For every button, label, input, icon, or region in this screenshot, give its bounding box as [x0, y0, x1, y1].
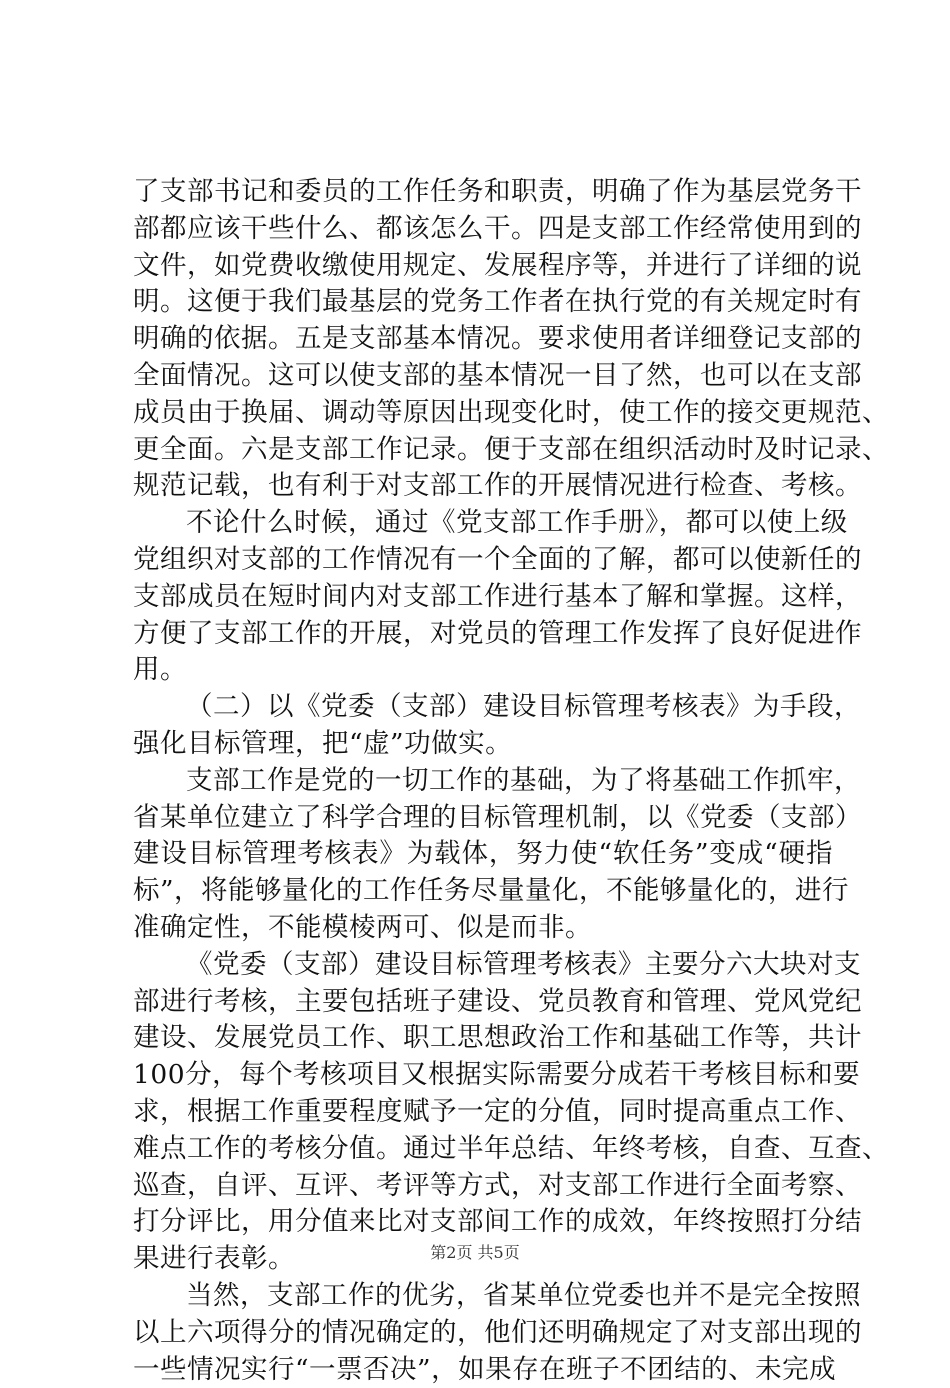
text-line: 当然，支部工作的优劣，省某单位党委也并不是完全按照: [133, 1278, 833, 1315]
text-line: 以上六项得分的情况确定的，他们还明确规定了对支部出现的: [133, 1315, 833, 1352]
text-line: 部进行考核，主要包括班子建设、党员教育和管理、党风党纪: [133, 984, 833, 1021]
text-line: 难点工作的考核分值。通过半年总结、年终考核，自查、互查、: [133, 1131, 833, 1168]
text-line: 《党委（支部）建设目标管理考核表》主要分六大块对支: [133, 947, 833, 984]
text-line: 方便了支部工作的开展，对党员的管理工作发挥了良好促进作: [133, 616, 833, 653]
text-line: 100分，每个考核项目又根据实际需要分成若干考核目标和要: [133, 1057, 833, 1094]
text-line: 标”，将能够量化的工作任务尽量量化，不能够量化的，进行: [133, 873, 833, 910]
text-line: 文件，如党费收缴使用规定、发展程序等，并进行了详细的说: [133, 248, 833, 285]
text-line: 准确定性，不能模棱两可、似是而非。: [133, 910, 833, 947]
text-line: 果进行表彰。: [133, 1241, 833, 1278]
text-line: 支部工作是党的一切工作的基础，为了将基础工作抓牢，: [133, 763, 833, 800]
text-line: 明确的依据。五是支部基本情况。要求使用者详细登记支部的: [133, 321, 833, 358]
text-line: 更全面。六是支部工作记录。便于支部在组织活动时及时记录、: [133, 432, 833, 469]
text-line: 用。: [133, 652, 833, 689]
text-line: 求，根据工作重要程度赋予一定的分值，同时提高重点工作、: [133, 1094, 833, 1131]
document-body: [133, 174, 833, 1388]
text-line: 成员由于换届、调动等原因出现变化时，使工作的接交更规范、: [133, 395, 833, 432]
text-line: 明。这便于我们最基层的党务工作者在执行党的有关规定时有: [133, 284, 833, 321]
text-line: 规范记载，也有利于对支部工作的开展情况进行检查、考核。: [133, 468, 833, 505]
text-line: 巡查，自评、互评、考评等方式，对支部工作进行全面考察、: [133, 1168, 833, 1205]
text-line: 支部成员在短时间内对支部工作进行基本了解和掌握。这样，: [133, 579, 833, 616]
text-line: 建设目标管理考核表》为载体，努力使“软任务”变成“硬指: [133, 836, 833, 873]
text-line: 不论什么时候，通过《党支部工作手册》，都可以使上级: [133, 505, 833, 542]
text-line: （二）以《党委（支部）建设目标管理考核表》为手段，: [133, 689, 833, 726]
text-line: 省某单位建立了科学合理的目标管理机制，以《党委（支部）: [133, 800, 833, 837]
page-footer: 第2页 共5页: [0, 1240, 950, 1263]
text-line: 强化目标管理，把“虚”功做实。: [133, 726, 833, 763]
text-line: 建设、发展党员工作、职工思想政治工作和基础工作等，共计: [133, 1020, 833, 1057]
text-line: 打分评比，用分值来比对支部间工作的成效，年终按照打分结: [133, 1204, 833, 1241]
text-line: 部都应该干些什么、都该怎么干。四是支部工作经常使用到的: [133, 211, 833, 248]
text-line: 了支部书记和委员的工作任务和职责，明确了作为基层党务干: [133, 174, 833, 211]
text-line: 全面情况。这可以使支部的基本情况一目了然，也可以在支部: [133, 358, 833, 395]
text-line: 党组织对支部的工作情况有一个全面的了解，都可以使新任的: [133, 542, 833, 579]
text-line: 一些情况实行“一票否决”，如果存在班子不团结的、未完成: [133, 1352, 833, 1388]
